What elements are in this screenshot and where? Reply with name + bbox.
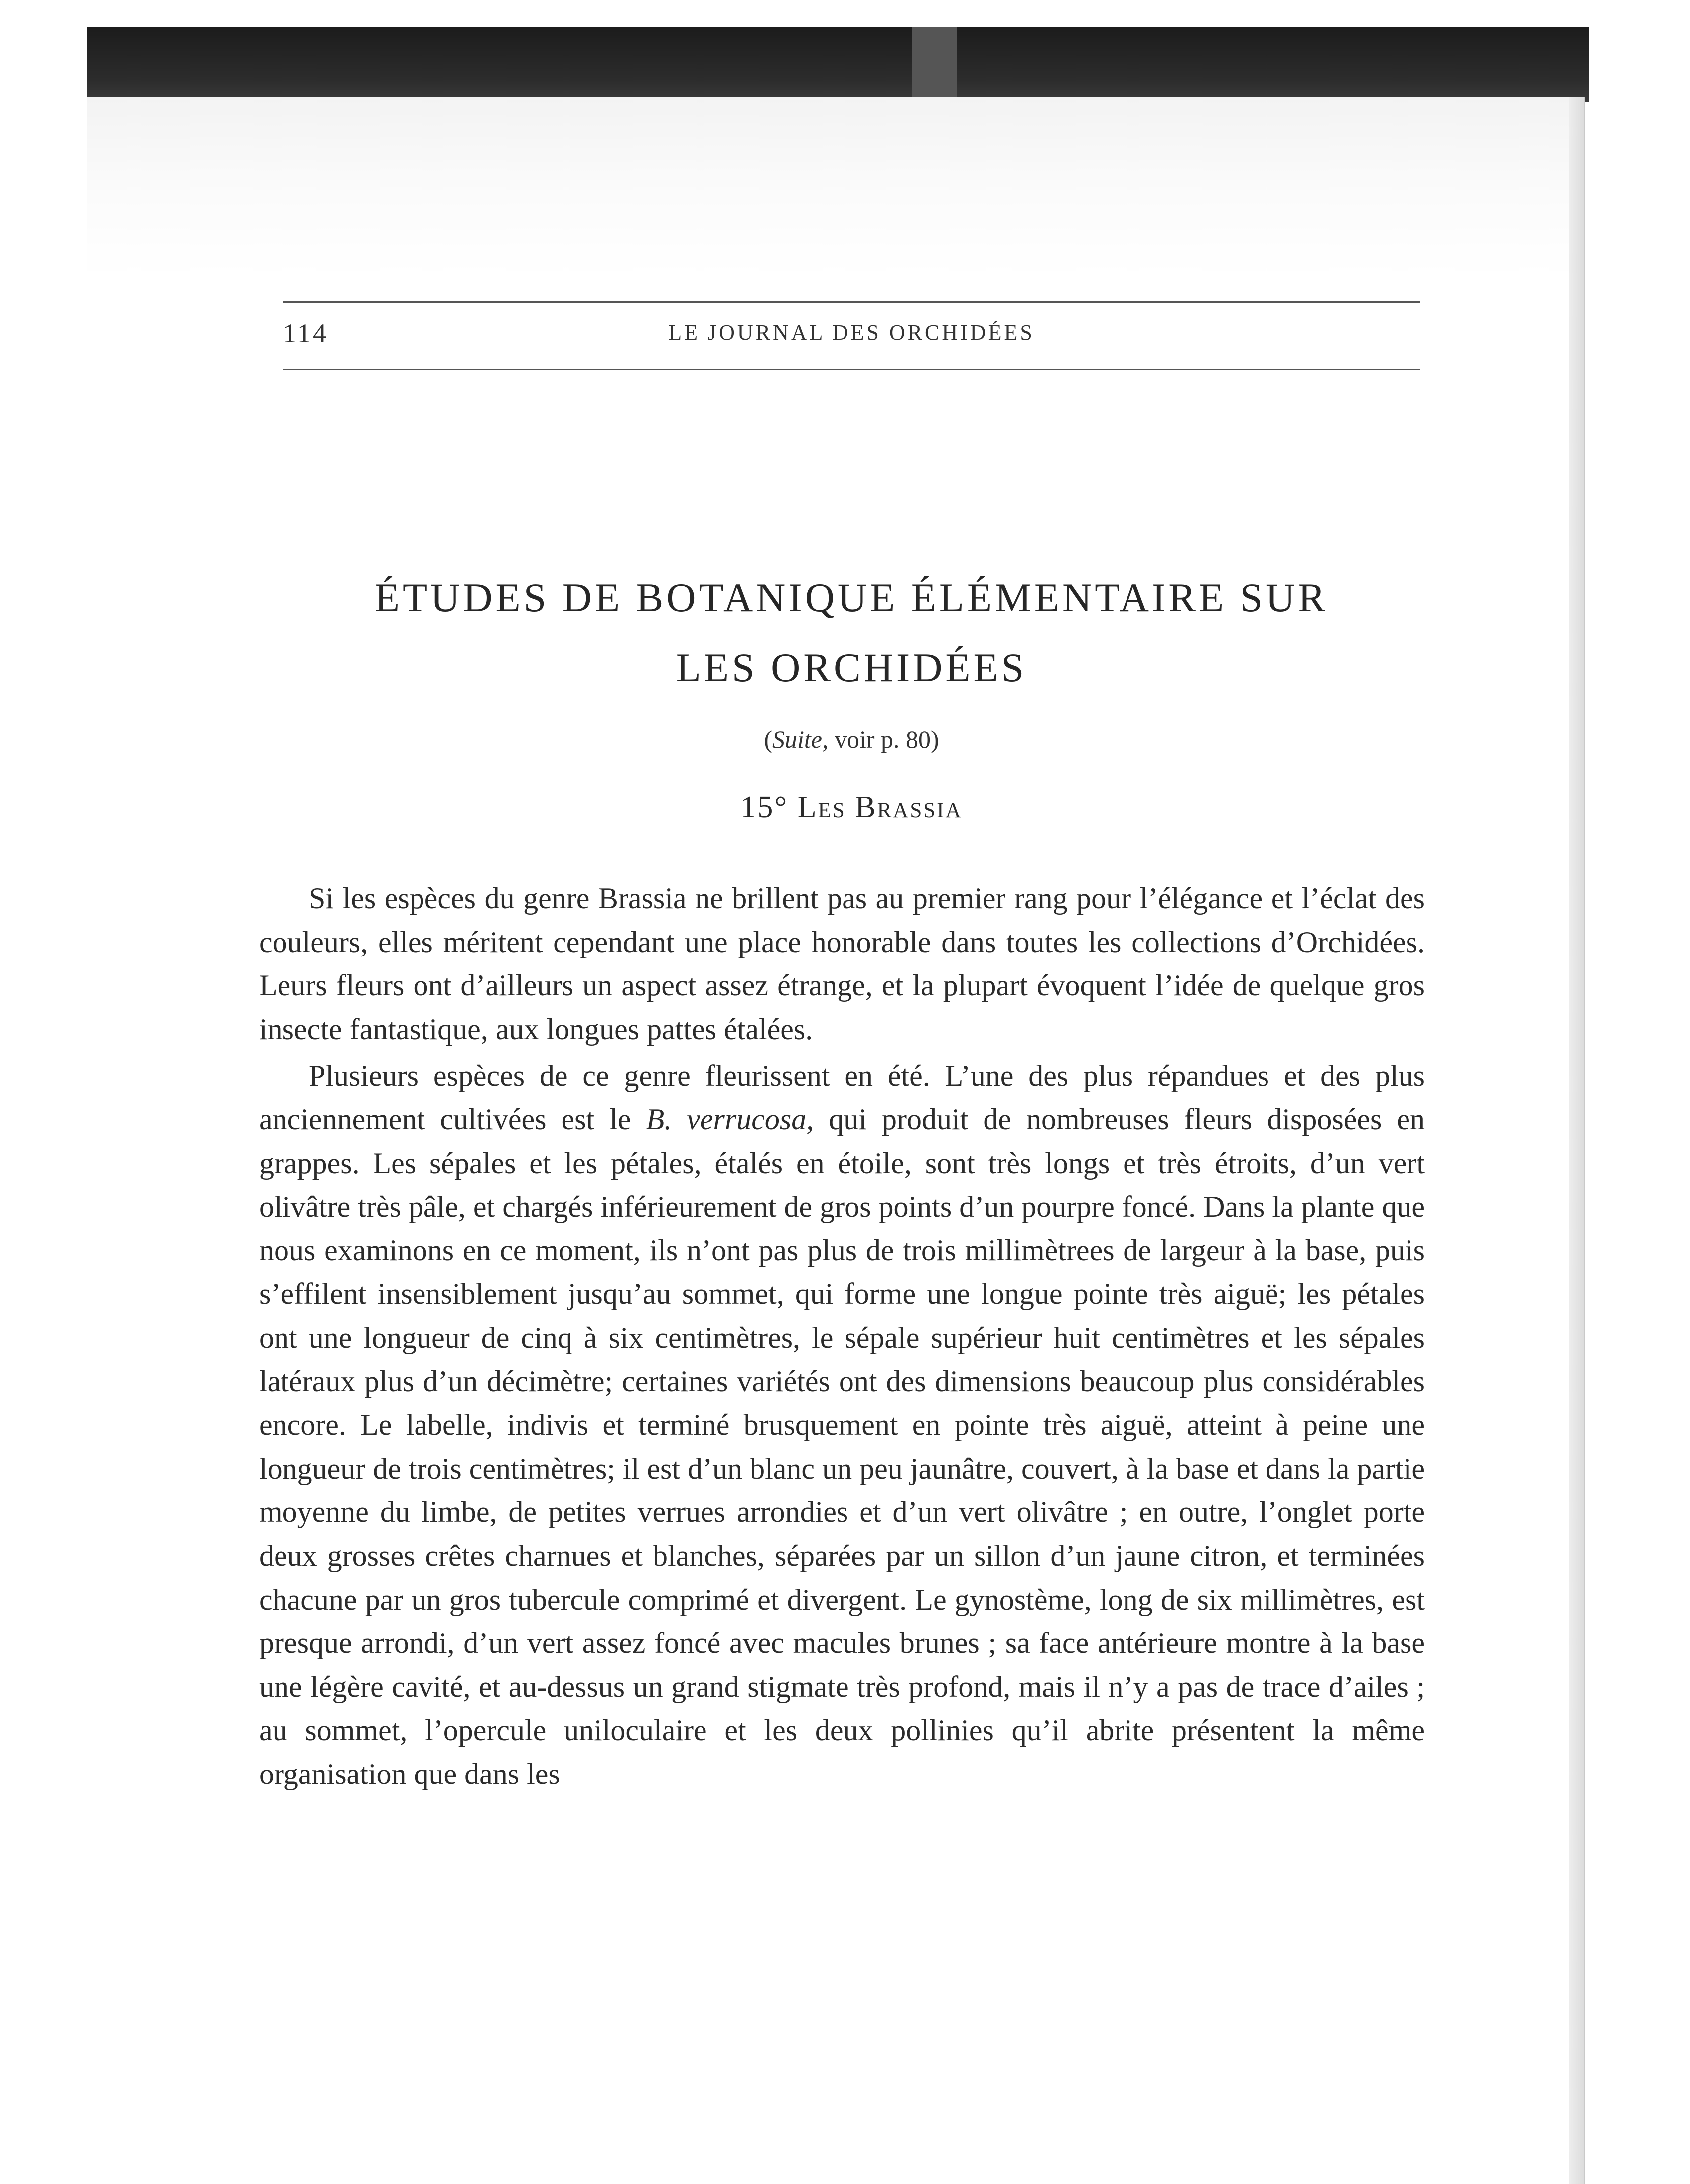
page-edge <box>1569 97 1584 2184</box>
subtitle-italic: Suite, <box>772 725 829 753</box>
scan-book-edge <box>87 27 1589 102</box>
article-body <box>259 877 1425 1796</box>
page-number: 114 <box>283 318 328 348</box>
article-title-line-2: LES ORCHIDÉES <box>676 645 1027 690</box>
paragraph-2-rest: qui produit de nombreuses fleurs disposées en grappes. Les sépales et les pétales, étalés en étoile, sont très longs et très étroits, d’un vert olivâtre très pâle, et chargés inférieurement de gros points d’un pourpre foncé. Dans la plante que nous examinons en ce moment, ils n’ont pas plus de trois millimètrees de largeur à la base, puis s’effilent insensiblement jusqu’au sommet, qui forme une longue pointe très aiguë; les pétales ont une longueur de cinq à six centimètres, le sépale supérieur huit centimètres et les sépales latéraux plus d’un décimètre; certaines variétés ont des dimensions beaucoup plus considérables encore. Le labelle, indivis et terminé brusquement en pointe très aiguë, atteint à peine une longueur de trois centimètres; il est d’un blanc un peu jaunâtre, couvert, à la base et dans la partie moyenne du limbe, de petites verrues arrondies et d’un vert olivâtre ; en outre, l’onglet porte deux grosses crêtes charnues et blanches, séparées par un sillon d’un jaune citron, et terminées chacune par un gros tubercule comprimé et divergent. Le gynostème, long de six millimètres, est presque arrondi, d’un vert assez foncé avec macules brunes ; sa face antérieure montre à la base une légère cavité, et au-dessus un grand stigmate très profond, mais il n’y a pas de trace d’ailes ; au sommet, l’opercule uniloculaire et les deux pollinies qu’il abrite présentent la même organisation que dans les <box>259 1102 1425 1790</box>
subtitle-reference: voir p. 80) <box>828 725 939 753</box>
species-name: B. verrucosa, <box>646 1102 814 1136</box>
article-subtitle <box>283 725 1420 754</box>
subtitle-open-paren: ( <box>764 725 772 753</box>
section-heading: 15° Les Brassia <box>740 790 963 824</box>
article-title-line-1: ÉTUDES DE BOTANIQUE ÉLÉMENTAIRE SUR <box>374 575 1329 620</box>
scan-gutter <box>912 27 957 102</box>
journal-title: LE JOURNAL DES ORCHIDÉES <box>668 320 1035 345</box>
paragraph-2-start: Plusieurs espèces de ce genre fleurissent en été. L’une des plus répandues et des plus anciennement cultivées est le <box>259 1059 1425 1136</box>
running-header <box>283 301 1420 370</box>
paragraph-2 <box>259 1054 1425 1796</box>
paragraph-1: Si les espèces du genre Brassia ne brillent pas au premier rang pour l’élégance et l’éclat des couleurs, elles méritent cependant une place honorable dans toutes les collections d’Orchidées. Leurs fleurs ont d’ailleurs un aspect assez étrange, et la plupart évoquent l’idée de quelque gros insecte fantastique, aux longues pattes étalées. <box>259 882 1425 1046</box>
article-title <box>283 563 1420 702</box>
